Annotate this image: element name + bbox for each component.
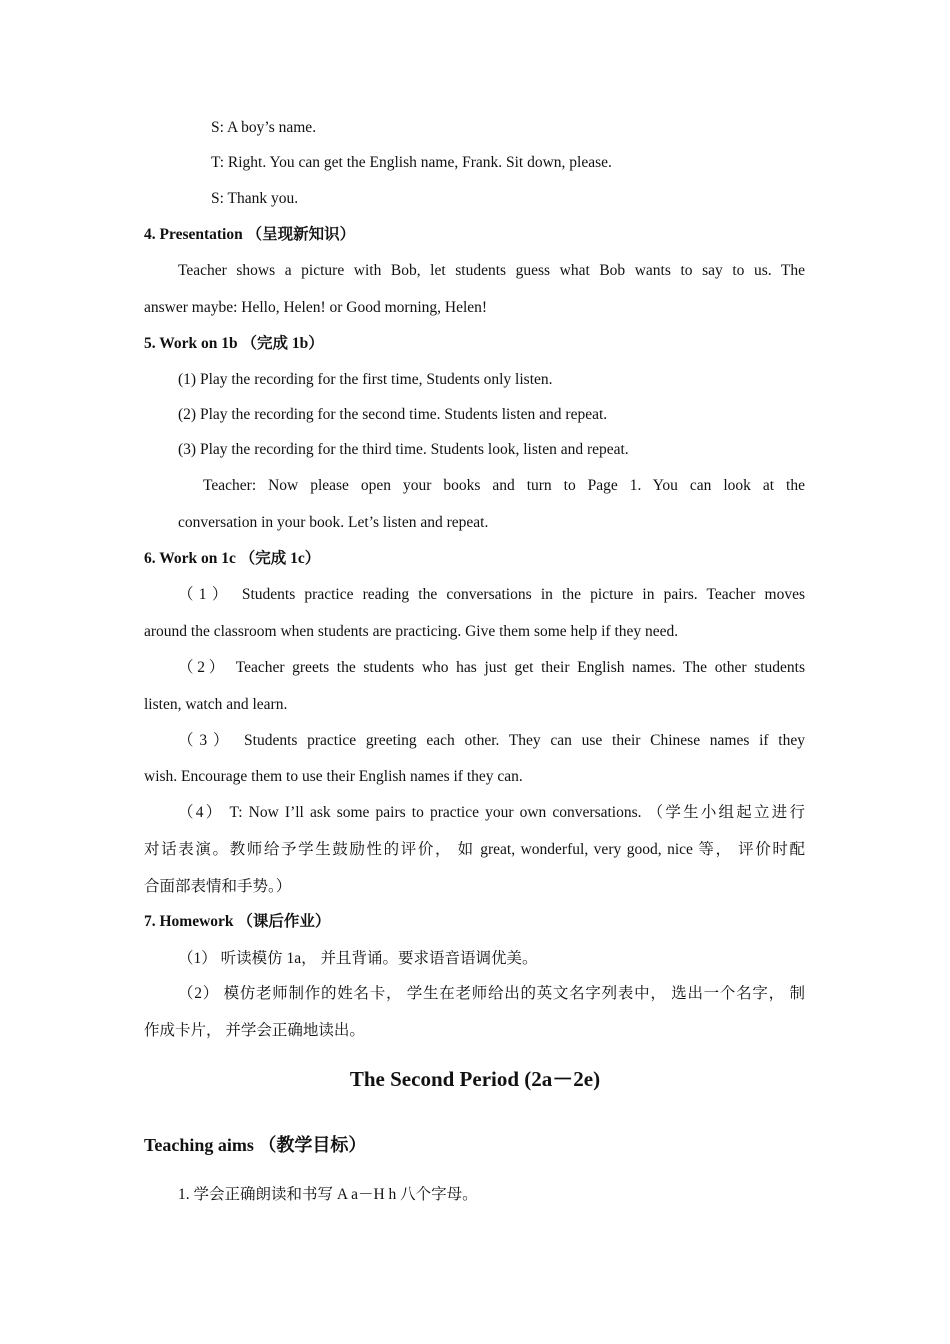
homework-line: （1） 听读模仿 1a， 并且背诵。要求语音语调优美。 bbox=[178, 950, 538, 967]
homework-line: 作成卡片， 并学会正确地读出。 bbox=[144, 1022, 365, 1039]
teaching-aims-heading: Teaching aims （教学目标） bbox=[144, 1135, 367, 1155]
aim-item: 1. 学会正确朗读和书写 A a－H h 八个字母。 bbox=[178, 1186, 478, 1203]
dialogue-line: S: A boy’s name. bbox=[211, 119, 317, 136]
paragraph-line: （4） T: Now I’ll ask some pairs to practice your own conversations. （学生小组起立进行 bbox=[178, 804, 805, 821]
section-heading-work-1b: 5. Work on 1b （完成 1b） bbox=[144, 335, 324, 352]
paragraph-line: Teacher shows a picture with Bob, let students guess what Bob wants to say to us. The bbox=[178, 262, 805, 279]
section-heading-homework: 7. Homework （课后作业） bbox=[144, 913, 331, 930]
teacher-line: Teacher: Now please open your books and turn to Page 1. You can look at the bbox=[203, 477, 805, 494]
paragraph-line: （3） Students practice greeting each other. They can use their Chinese names if they bbox=[178, 732, 805, 749]
paragraph-line: 合面部表情和手势。） bbox=[144, 878, 292, 895]
section-heading-work-1c: 6. Work on 1c （完成 1c） bbox=[144, 550, 321, 567]
paragraph-line: around the classroom when students are practicing. Give them some help if they need. bbox=[144, 623, 679, 640]
period-title: The Second Period (2a－2e) bbox=[349, 1067, 601, 1091]
paragraph-line: answer maybe: Hello, Helen! or Good morning, Helen! bbox=[144, 299, 488, 316]
dialogue-line: S: Thank you. bbox=[211, 190, 299, 207]
step-line: (1) Play the recording for the first time, Students only listen. bbox=[178, 371, 553, 388]
paragraph-line: 对话表演。教师给予学生鼓励性的评价， 如 great, wonderful, very good, nice 等， 评价时配 bbox=[144, 841, 805, 858]
section-heading-presentation: 4. Presentation （呈现新知识） bbox=[144, 226, 356, 243]
paragraph-line: wish. Encourage them to use their English names if they can. bbox=[144, 768, 523, 785]
paragraph-line: （1） Students practice reading the conversations in the picture in pairs. Teacher moves bbox=[178, 586, 805, 603]
step-line: (2) Play the recording for the second time. Students listen and repeat. bbox=[178, 406, 608, 423]
paragraph-line: listen, watch and learn. bbox=[144, 696, 288, 713]
homework-line: （2） 模仿老师制作的姓名卡， 学生在老师给出的英文名字列表中， 选出一个名字， 制 bbox=[178, 985, 805, 1002]
step-line: (3) Play the recording for the third time. Students look, listen and repeat. bbox=[178, 441, 629, 458]
teacher-line: conversation in your book. Let’s listen and repeat. bbox=[178, 514, 489, 531]
paragraph-line: （2） Teacher greets the students who has just get their English names. The other students bbox=[178, 659, 805, 676]
dialogue-line: T: Right. You can get the English name, Frank. Sit down, please. bbox=[211, 154, 612, 171]
